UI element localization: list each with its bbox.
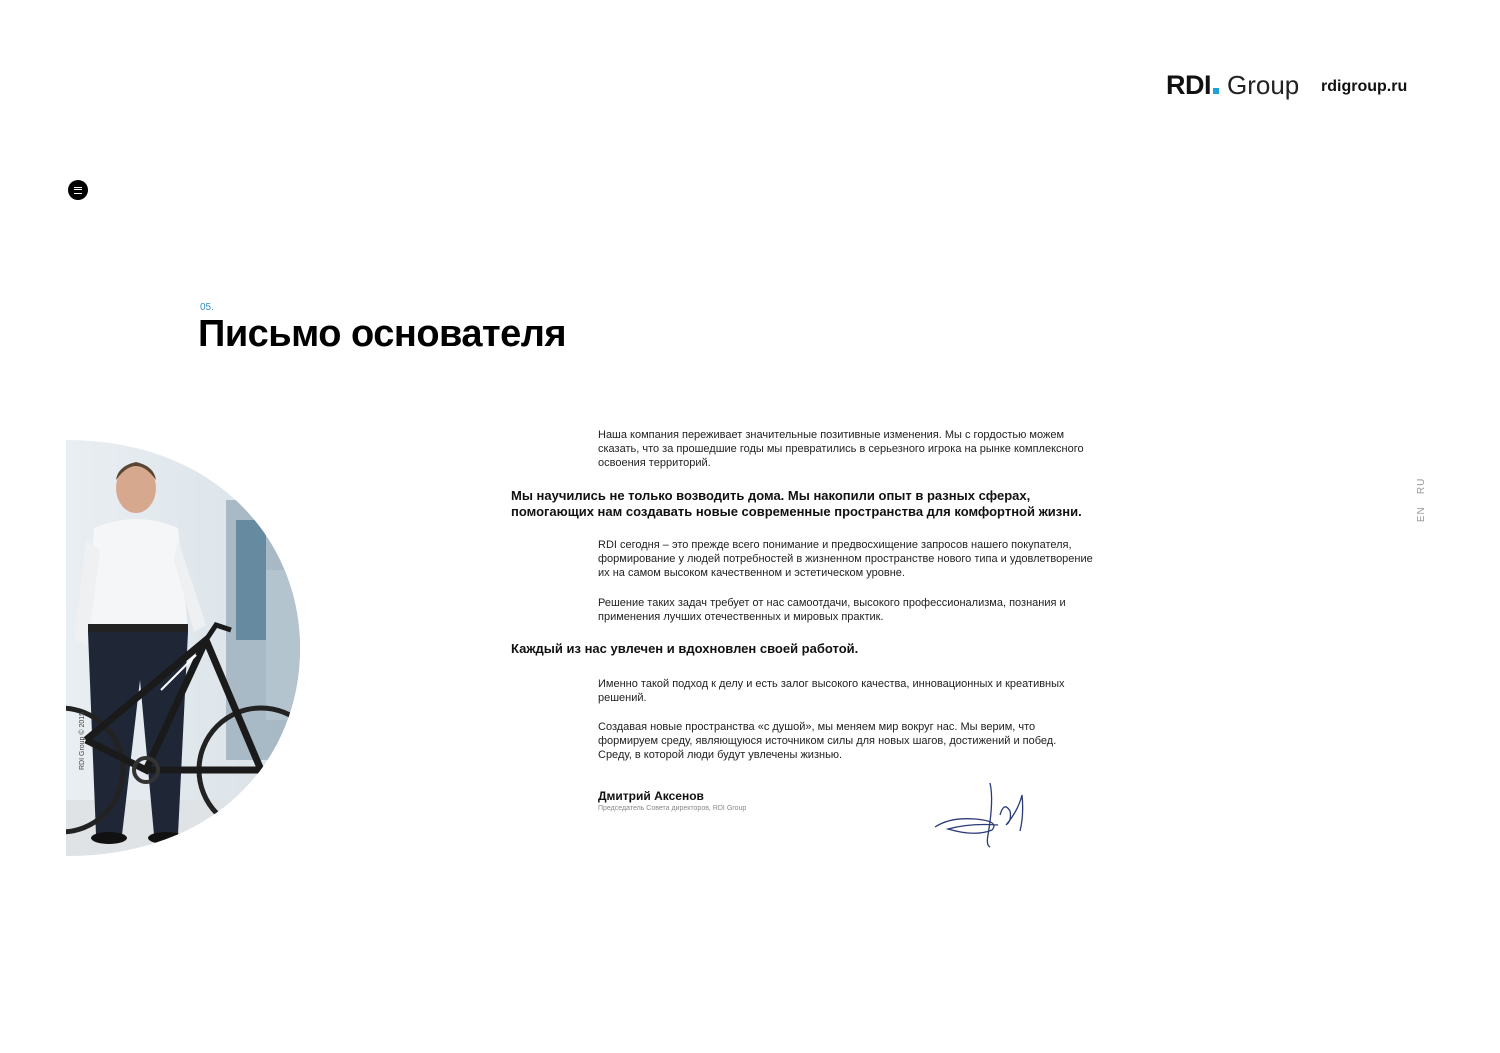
logo-group-text: Group [1227,70,1300,100]
founder-photo [66,440,300,856]
letter-paragraph-4: Именно такой подход к делу и есть залог высокого качества, инновационных и креативных решений. [598,678,1065,704]
letter-lead-2: Каждый из нас увлечен и вдохновлен своей работой. [511,641,859,656]
hamburger-menu-icon [74,187,82,194]
signatory-name: Дмитрий Аксенов [598,789,704,803]
lang-ru[interactable]: RU [1416,478,1427,495]
language-switch [1416,474,1427,526]
photo-credit: RDI Group © 2015 [79,711,86,770]
letter-paragraph-2: RDI сегодня – это прежде всего понимание и предвосхищение запросов нашего покупателя, формирование у людей потребностей в жизненном пространстве нового типа и удовлетворение их на самом высоком качественном и эстетическом уровне. [598,539,1093,579]
menu-button[interactable] [68,180,88,200]
letter-paragraph-5: Создавая новые пространства «с душой», мы меняем мир вокруг нас. Мы верим, что формируем среду, являющуюся источником силы для новых шагов, достижений и побед. Среду, в которой люди будут увлечены жизнью. [598,721,1057,761]
section-number: 05. [200,302,214,313]
letter-paragraph-3: Решение таких задач требует от нас самоотдачи, высокого профессионализма, познания и применения лучших отечественных и мировых практик. [598,597,1066,623]
logo-brand: RDI [1166,70,1211,100]
website-link[interactable]: rdigroup.ru [1321,78,1408,95]
page-title: Письмо основателя [198,313,567,355]
rdi-group-logo[interactable] [1166,70,1299,101]
logo-dot-mark [1213,88,1219,94]
lang-en[interactable]: EN [1416,506,1427,523]
letter-paragraph-1: Наша компания переживает значительные позитивные изменения. Мы с гордостью можем сказать, что за прошедшие годы мы превратились в серьезного игрока на рынке комплексного освоения территорий. [598,429,1084,469]
handwritten-signature [930,775,1040,850]
letter-lead-1: Мы научились не только возводить дома. Мы накопили опыт в разных сферах, помогающих нам создавать новые современные пространства для комфортной жизни. [511,488,1082,519]
signatory-role: Председатель Совета директоров, RDI Group [598,805,747,812]
